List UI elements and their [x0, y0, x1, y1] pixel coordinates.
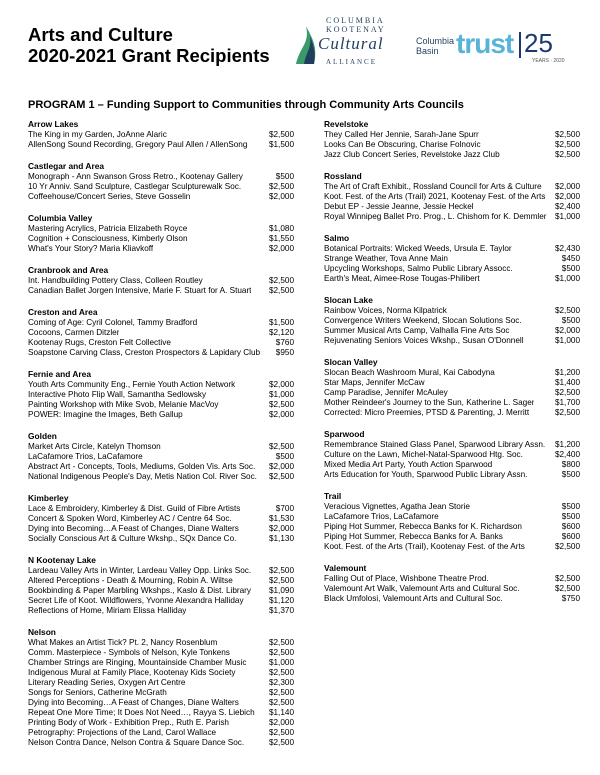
cbt-line-2: Basin	[416, 46, 439, 56]
grant-amount: $2,000	[554, 182, 580, 191]
grant-amount: $2,000	[554, 326, 580, 335]
grant-title: Monograph - Ann Swanson Gross Retro., Kootenay Gallery	[28, 172, 243, 181]
page-title	[28, 24, 270, 66]
grant-amount: $1,200	[554, 368, 580, 377]
grant-row	[28, 172, 294, 182]
grant-row	[324, 440, 580, 450]
region-columbia-valley	[28, 213, 294, 254]
grant-amount: $2,500	[554, 150, 580, 159]
grant-amount: $1,700	[554, 398, 580, 407]
grant-row	[28, 276, 294, 286]
grant-row	[28, 504, 294, 514]
grant-row	[28, 658, 294, 668]
title-line-2: 2020-2021 Grant Recipients	[28, 45, 270, 66]
region-heading: N Kootenay Lake	[28, 555, 96, 565]
grant-title: Songs for Seniors, Catherine McGrath	[28, 688, 167, 697]
grant-row	[28, 348, 294, 358]
region-heading: Cranbrook and Area	[28, 265, 109, 275]
grant-title: Coffeehouse/Concert Series, Steve Gosselin	[28, 192, 191, 201]
grant-title: Repeat One More Time; It Does Not Need…, Rayya S. Liebich	[28, 708, 255, 717]
grant-row	[28, 338, 294, 348]
grant-amount: $2,000	[268, 410, 294, 419]
grant-title: What's Your Story? Maria Kliavkoff	[28, 244, 154, 253]
grant-title: Arts Education for Youth, Sparwood Public Library Assn.	[324, 470, 528, 479]
grant-amount: $500	[275, 452, 294, 461]
region-creston-and-area	[28, 307, 294, 358]
cbt-line-1: Columbia	[416, 36, 455, 46]
grant-title: Piping Hot Summer, Rebecca Banks for A. Banks	[324, 532, 503, 541]
grant-title: Abstract Art - Concepts, Tools, Mediums, Golden Vis. Arts Soc.	[28, 462, 256, 471]
grant-title: Koot. Fest. of the Arts (Trail), Kootenay Fest. of the Arts	[324, 542, 525, 551]
grant-row	[28, 182, 294, 192]
grant-amount: $600	[561, 522, 580, 531]
grant-title: Convergence Writers Weekend, Slocan Solutions Soc.	[324, 316, 522, 325]
left-column	[28, 119, 294, 759]
grant-row	[28, 244, 294, 254]
grant-title: Jazz Club Concert Series, Revelstoke Jazz Club	[324, 150, 500, 159]
columbia-kootenay-cultural-alliance-logo	[292, 14, 402, 70]
grant-title: Culture on the Lawn, Michel-Natal-Sparwood Htg. Soc.	[324, 450, 523, 459]
grant-row	[324, 408, 580, 418]
region-heading: Arrow Lakes	[28, 119, 79, 129]
grant-amount: $1,400	[554, 378, 580, 387]
grant-amount: $2,400	[554, 450, 580, 459]
grant-title: The King in my Garden, JoAnne Alaric	[28, 130, 167, 139]
grant-row	[324, 584, 580, 594]
grant-title: Debut EP - Jessie Jeanne, Jessie Heckel	[324, 202, 474, 211]
grant-title: Comm. Masterpiece - Symbols of Nelson, Kyle Tonkens	[28, 648, 230, 657]
grant-amount: $1,550	[268, 234, 294, 243]
grant-amount: $2,500	[268, 566, 294, 575]
cka-top-line-2: KOOTENAY	[326, 25, 386, 34]
region-heading: Fernie and Area	[28, 369, 91, 379]
grant-title: Painting Workshop with Mike Svob, Melanie MacVoy	[28, 400, 219, 409]
cka-script-text: Cultural	[318, 34, 384, 53]
region-heading: Slocan Lake	[324, 295, 373, 305]
grant-row	[324, 264, 580, 274]
grant-amount: $2,500	[268, 130, 294, 139]
grant-row	[28, 328, 294, 338]
grant-title: Falling Out of Place, Wishbone Theatre Prod.	[324, 574, 489, 583]
region-cranbrook-and-area	[28, 265, 294, 296]
grant-row	[28, 318, 294, 328]
grant-title: Reflections of Home, Miriam Elissa Halliday	[28, 606, 187, 615]
grant-title: Valemount Art Walk, Valemount Arts and Cultural Soc.	[324, 584, 520, 593]
grant-title: Concert & Spoken Word, Kimberley AC / Centre 64 Soc.	[28, 514, 232, 523]
grant-title: Piping Hot Summer, Rebecca Banks for K. Richardson	[324, 522, 522, 531]
grant-row	[28, 452, 294, 462]
grant-title: Altered Perceptions - Death & Mourning, Robin A. Wiltse	[28, 576, 233, 585]
cbt-divider	[519, 32, 521, 58]
grant-amount: $2,500	[554, 542, 580, 551]
grant-title: Corrected: Micro Preemies, PTSD & Parenting, J. Merritt	[324, 408, 530, 417]
grant-row	[324, 512, 580, 522]
grant-amount: $2,500	[268, 728, 294, 737]
grant-amount: $1,120	[268, 596, 294, 605]
grant-row	[28, 140, 294, 150]
grant-title: Star Maps, Jennifer McCaw	[324, 378, 425, 387]
grant-title: Printing Body of Work - Exhibition Prep., Ruth E. Parish	[28, 718, 229, 727]
region-heading: Golden	[28, 431, 57, 441]
grant-amount: $2,500	[268, 668, 294, 677]
region-heading: Valemount	[324, 563, 367, 573]
grant-amount: $1,090	[268, 586, 294, 595]
region-trail	[324, 491, 580, 552]
grant-title: POWER: Imagine the Images, Beth Gallup	[28, 410, 183, 419]
grant-row	[28, 380, 294, 390]
region-revelstoke	[324, 119, 580, 160]
grant-amount: $2,000	[268, 462, 294, 471]
grant-row	[324, 140, 580, 150]
grant-title: Int. Handbuilding Pottery Class, Colleen Routley	[28, 276, 203, 285]
grant-title: Cocoons, Carmen Ditzler	[28, 328, 120, 337]
grant-row	[324, 306, 580, 316]
grant-row	[28, 472, 294, 482]
grant-amount: $950	[275, 348, 294, 357]
grant-title: Dying into Becoming…A Feast of Changes, Diane Walters	[28, 698, 239, 707]
grant-row	[324, 532, 580, 542]
grant-amount: $2,500	[554, 130, 580, 139]
grant-row	[324, 182, 580, 192]
grant-amount: $2,500	[554, 140, 580, 149]
grant-amount: $500	[561, 316, 580, 325]
grant-row	[28, 566, 294, 576]
grant-amount: $600	[561, 532, 580, 541]
grant-amount: $2,120	[268, 328, 294, 337]
grant-row	[28, 192, 294, 202]
grant-amount: $2,500	[268, 688, 294, 697]
grant-amount: $500	[561, 470, 580, 479]
grant-row	[28, 524, 294, 534]
grant-amount: $500	[275, 172, 294, 181]
grant-amount: $2,500	[554, 574, 580, 583]
grant-row	[324, 244, 580, 254]
grant-row	[28, 648, 294, 658]
grant-amount: $2,500	[268, 182, 294, 191]
region-slocan-lake	[324, 295, 580, 346]
grant-title: Coming of Age: Cyril Colonel, Tammy Bradford	[28, 318, 198, 327]
region-valemount	[324, 563, 580, 604]
grant-title: They Called Her Jennie, Sarah-Jane Spurr	[324, 130, 479, 139]
grant-title: Bookbinding & Paper Marbling Wkshps., Kaslo & Dist. Library	[28, 586, 251, 595]
grant-title: Petrography: Projections of the Land, Carol Wallace	[28, 728, 217, 737]
grant-title: Mixed Media Art Party, Youth Action Sparwood	[324, 460, 493, 469]
grant-amount: $2,400	[554, 202, 580, 211]
grant-amount: $1,000	[268, 658, 294, 667]
grant-title: Interactive Photo Flip Wall, Samantha Sedlowsky	[28, 390, 207, 399]
grant-title: The Art of Craft Exhibit., Rossland Council for Arts & Culture	[324, 182, 542, 191]
grant-title: Strange Weather, Tova Anne Main	[324, 254, 448, 263]
grant-row	[324, 502, 580, 512]
grant-amount: $500	[561, 502, 580, 511]
grant-amount: $1,500	[268, 318, 294, 327]
grant-amount: $2,500	[268, 576, 294, 585]
grant-amount: $2,500	[268, 400, 294, 409]
grant-amount: $1,000	[554, 274, 580, 283]
grant-row	[28, 400, 294, 410]
grant-amount: $750	[561, 594, 580, 603]
grant-title: Dying into Becoming…A Feast of Changes, Diane Walters	[28, 524, 239, 533]
region-heading: Castlegar and Area	[28, 161, 105, 171]
grant-title: Chamber Strings are Ringing, Mountainside Chamber Music	[28, 658, 247, 667]
grant-row	[324, 316, 580, 326]
grant-row	[324, 542, 580, 552]
cbt-years-text: YEARS · 2020	[532, 58, 565, 64]
grant-row	[28, 130, 294, 140]
grant-amount: $2,500	[554, 408, 580, 417]
grant-amount: $2,500	[268, 472, 294, 481]
grant-title: Looks Can Be Obscuring, Charise Folnovic	[324, 140, 481, 149]
grant-title: Rainbow Voices, Norma Kilpatrick	[324, 306, 447, 315]
grant-row	[324, 378, 580, 388]
grant-amount: $2,430	[554, 244, 580, 253]
grant-amount: $2,000	[268, 524, 294, 533]
region-heading: Slocan Valley	[324, 357, 378, 367]
grant-amount: $1,530	[268, 514, 294, 523]
grant-row	[324, 574, 580, 584]
grant-row	[28, 442, 294, 452]
grant-amount: $800	[561, 460, 580, 469]
grant-row	[28, 514, 294, 524]
region-kimberley	[28, 493, 294, 544]
grant-title: AllenSong Sound Recording, Gregory Paul Allen / AllenSong	[28, 140, 248, 149]
grant-amount: $2,500	[268, 738, 294, 747]
grant-amount: $1,000	[554, 212, 580, 221]
grant-row	[28, 596, 294, 606]
grant-title: Remembrance Stained Glass Panel, Sparwood Library Assn.	[324, 440, 546, 449]
region-heading: Revelstoke	[324, 119, 369, 129]
region-heading: Columbia Valley	[28, 213, 93, 223]
grant-row	[324, 150, 580, 160]
grant-amount: $2,500	[268, 276, 294, 285]
cbt-small-text	[416, 36, 454, 56]
grant-row	[324, 470, 580, 480]
grant-row	[28, 678, 294, 688]
grant-row	[28, 698, 294, 708]
grant-row	[28, 410, 294, 420]
region-n-kootenay-lake	[28, 555, 294, 616]
grant-row	[28, 668, 294, 678]
right-column	[324, 119, 580, 615]
grant-row	[28, 738, 294, 748]
grant-row	[28, 606, 294, 616]
title-line-1: Arts and Culture	[28, 24, 173, 45]
grant-amount: $2,000	[268, 380, 294, 389]
grant-row	[28, 576, 294, 586]
grant-amount: $2,500	[268, 442, 294, 451]
grant-title: Slocan Beach Washroom Mural, Kai Cabodyna	[324, 368, 495, 377]
grant-amount: $500	[561, 512, 580, 521]
grant-amount: $2,000	[268, 718, 294, 727]
grant-row	[28, 286, 294, 296]
grant-row	[324, 336, 580, 346]
grant-row	[28, 708, 294, 718]
cka-top-line-1: COLUMBIA	[326, 16, 385, 25]
grant-title: Youth Arts Community Eng., Fernie Youth Action Network	[28, 380, 236, 389]
grant-amount: $500	[561, 264, 580, 273]
grant-row	[28, 638, 294, 648]
grant-row	[324, 202, 580, 212]
grant-row	[324, 398, 580, 408]
grant-title: 10 Yr Anniv. Sand Sculpture, Castlegar Sculpturewalk Soc.	[28, 182, 242, 191]
grant-title: Botanical Portraits: Wicked Weeds, Ursula E. Taylor	[324, 244, 512, 253]
region-arrow-lakes	[28, 119, 294, 150]
grant-title: Royal Winnipeg Ballet Pro. Prog., L. Chishom for K. Demmler	[324, 212, 547, 221]
logo-area	[292, 14, 582, 72]
grant-amount: $2,500	[268, 638, 294, 647]
region-golden	[28, 431, 294, 482]
grant-row	[324, 192, 580, 202]
grant-title: Koot. Fest. of the Arts (Trail) 2021, Kootenay Fest. of the Arts	[324, 192, 546, 201]
grant-row	[324, 460, 580, 470]
grant-title: Soapstone Carving Class, Creston Prospectors & Lapidary Club	[28, 348, 261, 357]
grant-title: Black Umfolosi, Valemount Arts and Cultural Soc.	[324, 594, 503, 603]
region-heading: Rossland	[324, 171, 362, 181]
region-heading: Trail	[324, 491, 342, 501]
region-nelson	[28, 627, 294, 748]
region-fernie-and-area	[28, 369, 294, 420]
region-salmo	[324, 233, 580, 284]
grant-row	[324, 368, 580, 378]
region-slocan-valley	[324, 357, 580, 418]
cbt-anniversary-number: 25	[524, 28, 553, 58]
region-castlegar-and-area	[28, 161, 294, 202]
grant-amount: $1,370	[268, 606, 294, 615]
grant-amount: $760	[275, 338, 294, 347]
grant-amount: $1,000	[554, 336, 580, 345]
grant-row	[28, 688, 294, 698]
grant-title: National Indigenous People's Day, Metis Nation Col. River Soc.	[28, 472, 257, 481]
grant-amount: $2,500	[268, 698, 294, 707]
grant-title: Camp Paradise, Jennifer McAuley	[324, 388, 448, 397]
grant-amount: $2,500	[554, 306, 580, 315]
grant-title: Upcycling Workshops, Salmo Public Library Assocc.	[324, 264, 513, 273]
program-heading: PROGRAM 1 – Funding Support to Communities through Community Arts Councils	[28, 99, 464, 111]
grant-title: Earth's Meat, Aimee-Rose Tougas-Philibert	[324, 274, 480, 283]
cka-bottom-text: ALLIANCE	[326, 58, 377, 66]
grant-amount: $2,000	[554, 192, 580, 201]
grant-title: Summer Musical Arts Camp, Valhalla Fine Arts Soc	[324, 326, 510, 335]
grant-title: Lace & Embroidery, Kimberley & Dist. Guild of Fibre Artists	[28, 504, 241, 513]
region-heading: Creston and Area	[28, 307, 98, 317]
grant-row	[28, 390, 294, 400]
grant-title: Literary Reading Series, Oxygen Art Centre	[28, 678, 186, 687]
grant-row	[324, 450, 580, 460]
region-heading: Salmo	[324, 233, 350, 243]
grant-amount: $2,000	[268, 244, 294, 253]
grant-title: LaCafamore Trios, LaCafamore	[28, 452, 143, 461]
grant-row	[324, 130, 580, 140]
grant-row	[324, 254, 580, 264]
grant-title: Cognition + Consciousness, Kimberly Olson	[28, 234, 188, 243]
grant-row	[324, 388, 580, 398]
grant-title: Nelson Contra Dance, Nelson Contra & Square Dance Soc.	[28, 738, 245, 747]
grant-amount: $2,500	[554, 388, 580, 397]
region-sparwood	[324, 429, 580, 480]
grant-title: What Makes an Artist Tick? Pt. 2, Nancy Rosenblum	[28, 638, 218, 647]
grant-amount: $1,500	[268, 140, 294, 149]
grant-title: Canadian Ballet Jorgen Intensive, Marie F. Stuart for A. Stuart	[28, 286, 252, 295]
grant-row	[28, 718, 294, 728]
grant-title: Rejuvenating Seniors Voices Wkshp., Susan O'Donnell	[324, 336, 524, 345]
region-heading: Nelson	[28, 627, 56, 637]
grant-row	[28, 728, 294, 738]
grant-row	[324, 212, 580, 222]
grant-row	[28, 234, 294, 244]
grant-amount: $700	[275, 504, 294, 513]
grant-title: LaCafamore Trios, LaCafamore	[324, 512, 439, 521]
grant-amount: $1,200	[554, 440, 580, 449]
grant-amount: $1,140	[268, 708, 294, 717]
grant-amount: $2,500	[268, 648, 294, 657]
cka-top-text	[326, 16, 386, 34]
grant-row	[28, 534, 294, 544]
region-heading: Sparwood	[324, 429, 365, 439]
cbt-trust-word: trust	[456, 28, 514, 59]
grant-title: Secret Life of Koot. Wildflowers, Yvonne Alexandra Halliday	[28, 596, 244, 605]
grant-title: Mastering Acrylics, Patricia Elizabeth Royce	[28, 224, 188, 233]
grant-title: Veracious Vignettes, Agatha Jean Storie	[324, 502, 470, 511]
grant-title: Market Arts Circle, Katelyn Thomson	[28, 442, 161, 451]
grant-title: Mother Reindeer's Journey to the Sun, Katherine L. Sager	[324, 398, 535, 407]
grant-amount: $2,500	[268, 286, 294, 295]
grant-amount: $2,500	[554, 584, 580, 593]
grant-title: Lardeau Valley Arts in Winter, Lardeau Valley Opp. Links Soc.	[28, 566, 252, 575]
grant-row	[28, 224, 294, 234]
grant-amount: $1,080	[268, 224, 294, 233]
grant-title: Kootenay Rugs, Creston Felt Collective	[28, 338, 171, 347]
grant-title: Indigenous Mural at Family Place, Kootenay Kids Society	[28, 668, 236, 677]
grant-row	[28, 586, 294, 596]
region-heading: Kimberley	[28, 493, 69, 503]
grant-amount: $1,130	[268, 534, 294, 543]
grant-amount: $1,000	[268, 390, 294, 399]
grant-row	[324, 522, 580, 532]
grant-row	[324, 326, 580, 336]
grant-amount: $450	[561, 254, 580, 263]
grant-amount: $2,000	[268, 192, 294, 201]
region-rossland	[324, 171, 580, 222]
grant-row	[28, 462, 294, 472]
grant-row	[324, 274, 580, 284]
grant-amount: $2,300	[268, 678, 294, 687]
grant-row	[324, 594, 580, 604]
grant-title: Socially Conscious Art & Culture Wkshp., SQx Dance Co.	[28, 534, 237, 543]
